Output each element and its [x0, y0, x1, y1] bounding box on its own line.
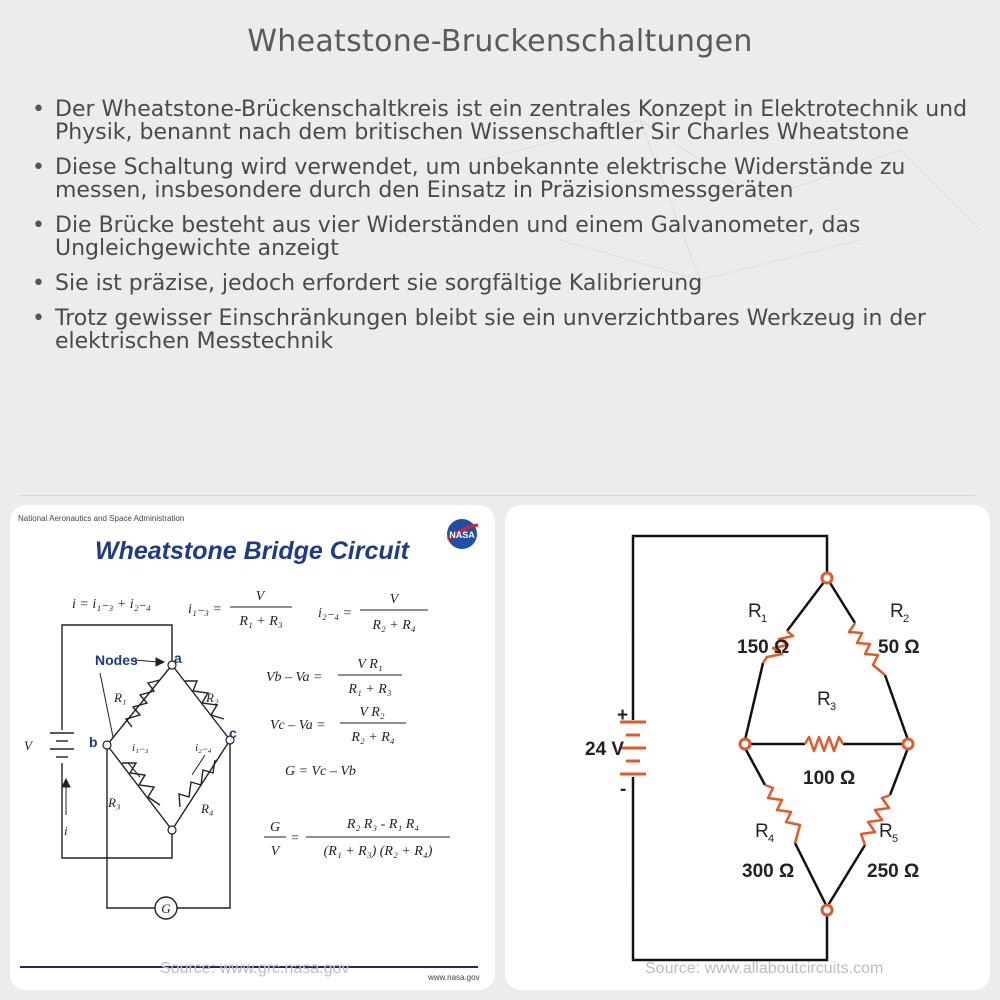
r3-sub: 3	[830, 701, 837, 713]
eq-vb-num: V R₁	[357, 657, 383, 672]
r1-sub: 1	[761, 613, 768, 625]
eq-i24-lhs: i₂₋₄ =	[318, 606, 352, 621]
minus-sign: -	[620, 779, 627, 800]
eq-vb-lhs: Vb – Va =	[266, 670, 323, 685]
r2-sub: 2	[903, 613, 910, 625]
r1-label: R₁	[114, 690, 127, 705]
current-label: i	[64, 823, 68, 838]
eq-gv-den: (R₁ + R₃) (R₂ + R₄)	[323, 844, 433, 859]
r4-label: R₄	[201, 801, 214, 816]
source-voltage-label: 24 V	[585, 739, 625, 760]
bridge-circuit-diagram	[505, 505, 990, 990]
agency-label: National Aeronautics and Space Administration	[18, 514, 185, 523]
r4-sub: 4	[768, 833, 775, 845]
eq-i13-lhs: i₁₋₃ =	[188, 602, 222, 617]
bullet-item: • Sie ist präzise, jedoch erfordert sie sorgfältige Kalibrierung	[30, 272, 980, 295]
r3-label: R₃	[108, 795, 121, 810]
eq-gv-den-lhs: V	[270, 844, 280, 859]
r3-name: R	[817, 689, 831, 710]
nasa-url: www.nasa.gov	[428, 973, 480, 982]
bullet-item: • Die Brücke besteht aus vier Widerständen und einem Galvanometer, das Ungleichgewichte anzeigt	[30, 214, 980, 260]
eq-current-sum: i = i₁₋₃ + i₂₋₄	[72, 597, 151, 612]
bridge-circuit-panel	[505, 505, 990, 990]
eq-galvo: G = Vc – Vb	[285, 764, 356, 779]
r1-value: 150 Ω	[737, 637, 790, 658]
source-credit-left: Source: www.grc.nasa.gov	[160, 960, 350, 977]
node-c-label: c	[229, 725, 237, 741]
plus-sign: +	[617, 705, 629, 726]
r1-name: R	[748, 601, 762, 622]
eq-gv-equals: =	[290, 831, 300, 846]
eq-vb-den: R₁ + R₃	[348, 682, 392, 697]
r4-name: R	[755, 821, 769, 842]
nasa-logo	[447, 519, 478, 549]
r4-value: 300 Ω	[742, 861, 795, 882]
source-credit-right: Source: www.allaboutcircuits.com	[645, 960, 884, 977]
eq-gv-num: R₂ R₃ - R₁ R₄	[346, 817, 420, 832]
eq-i24-num: V	[389, 592, 399, 607]
r3-value: 100 Ω	[803, 768, 856, 789]
r2-label: R₂	[206, 690, 219, 705]
figure-heading: Wheatstone Bridge Circuit	[95, 537, 409, 565]
nasa-circuit-diagram	[10, 505, 495, 990]
eq-vc-den: R₂ + R₄	[351, 730, 395, 745]
eq-vc-lhs: Vc – Va =	[270, 718, 326, 733]
node-b-label: b	[89, 734, 98, 750]
nodes-label: Nodes	[95, 652, 138, 668]
i13-label: i₁₋₃	[132, 742, 149, 754]
bullet-item: • Der Wheatstone-Brückenschaltkreis ist ein zentrales Konzept in Elektrotechnik und Physik, benannt nach dem britischen Wissenschaftler Sir Charles Wheatstone	[30, 98, 980, 144]
bullet-item: • Trotz gewisser Einschränkungen bleibt sie ein unverzichtbares Werkzeug in der elektrischen Messtechnik	[30, 307, 980, 353]
voltage-label: V	[24, 738, 32, 753]
r5-value: 250 Ω	[867, 861, 920, 882]
eq-i24-den: R₂ + R₄	[372, 618, 416, 633]
section-divider	[20, 495, 975, 496]
logo-text: NASA	[449, 530, 475, 540]
galvanometer-label: G	[161, 901, 171, 916]
node-a-label: a	[174, 650, 182, 666]
nasa-figure-panel	[10, 505, 495, 990]
bullet-item: • Diese Schaltung wird verwendet, um unbekannte elektrische Widerstände zu messen, insbesondere durch den Einsatz in Präzisionsmessgeräten	[30, 156, 980, 202]
eq-i13-num: V	[255, 589, 265, 604]
eq-i13-den: R₁ + R₃	[239, 614, 283, 629]
eq-vc-num: V R₂	[359, 705, 385, 720]
r5-sub: 5	[892, 833, 899, 845]
r5-name: R	[879, 821, 893, 842]
r2-value: 50 Ω	[878, 637, 920, 658]
i24-label: i₂₋₄	[195, 742, 212, 754]
eq-gv-num-lhs: G	[269, 820, 281, 835]
page-title: Wheatstone-Bruckenschaltungen	[247, 24, 753, 59]
bullet-list	[30, 98, 980, 365]
r2-name: R	[890, 601, 904, 622]
